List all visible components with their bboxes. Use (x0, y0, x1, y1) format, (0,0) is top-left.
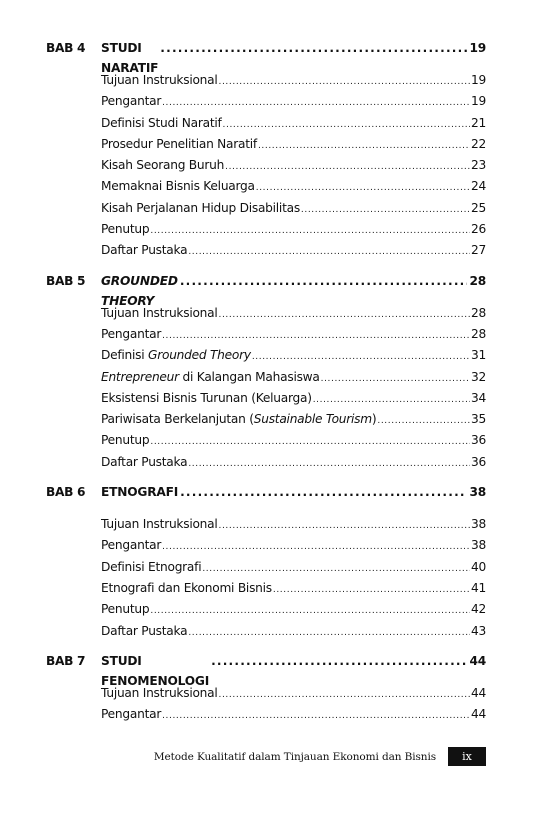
entry-label: Pengantar (101, 538, 162, 553)
dot-leader (180, 271, 468, 291)
entry-label-text: di Kalangan Mahasiswa (178, 369, 320, 384)
chapter-title: GROUNDED THEORY (101, 273, 178, 308)
chapter-number: BAB 7 (46, 653, 86, 668)
entry-label-text: Pariwisata Berkelanjutan ( (101, 412, 254, 427)
chapter-title: ETNOGRAFI (101, 485, 179, 500)
entry-label-text: Definisi (101, 348, 149, 363)
entry-label: Penutup (101, 433, 150, 448)
toc-entry (101, 155, 486, 176)
entry-page-number: 22 (470, 136, 486, 151)
entry-label: Tujuan Instruksional (101, 73, 218, 87)
entry-page-number: 42 (470, 602, 486, 617)
toc-entry (101, 535, 486, 556)
entry-page-number: 44 (470, 707, 486, 722)
dot-leader (256, 178, 470, 199)
chapter-page-number: 19 (469, 41, 486, 55)
dot-leader (162, 93, 470, 114)
entry-label: Kisah Perjalanan Hidup Disabilitas (101, 200, 300, 215)
toc-entry (101, 91, 486, 112)
entry-label-italic: Grounded Theory (148, 348, 251, 363)
dot-leader (180, 482, 467, 502)
entry-label: Eksistensi Bisnis Turunan (Keluarga) (101, 390, 312, 405)
entry-page-number: 19 (470, 73, 486, 87)
entry-label: Memaknai Bisnis Keluarga (101, 179, 255, 194)
dot-leader (273, 580, 470, 601)
entry-label: Pengantar (101, 707, 162, 722)
dot-leader (313, 390, 470, 411)
entry-label (101, 367, 320, 388)
dot-leader (162, 326, 470, 347)
entry-page-number: 21 (470, 115, 486, 130)
entry-page-number: 28 (470, 326, 486, 341)
entry-label (101, 409, 376, 430)
entry-label: Kisah Seorang Buruh (101, 158, 225, 173)
entry-page-number: 23 (470, 158, 486, 173)
entry-label: Tujuan Instruksional (101, 685, 218, 700)
chapter-entries (101, 303, 486, 473)
page-number-badge: ix (448, 747, 486, 766)
toc-entry (101, 388, 486, 409)
chapter-entries (101, 70, 486, 262)
toc-entry (101, 578, 486, 599)
dot-leader (150, 432, 470, 453)
dot-leader (219, 516, 470, 537)
entry-label-italic: Sustainable Tourism (253, 412, 372, 427)
dot-leader (321, 369, 470, 390)
chapter-page-number: 28 (469, 273, 486, 288)
page-footer (0, 747, 486, 766)
entry-label: Definisi Studi Naratif (101, 115, 222, 130)
chapter-number: BAB 6 (46, 485, 86, 500)
dot-leader (202, 559, 470, 580)
dot-leader (225, 157, 470, 178)
chapter-heading (46, 271, 486, 308)
entry-page-number: 35 (470, 412, 486, 427)
entry-page-number: 27 (470, 243, 486, 258)
chapter-heading (46, 651, 486, 688)
entry-page-number: 43 (470, 623, 486, 638)
toc-entry (101, 219, 486, 240)
toc-entry (101, 599, 486, 620)
entry-page-number: 32 (470, 369, 486, 384)
chapter-title: STUDI NARATIF (101, 41, 159, 75)
chapter-page-number: 44 (469, 653, 486, 668)
entry-label: Prosedur Penelitian Naratif (101, 136, 257, 151)
dot-leader (160, 38, 467, 58)
entry-label: Daftar Pustaka (101, 454, 188, 469)
dot-leader (150, 221, 470, 242)
dot-leader (223, 115, 470, 136)
toc-entry (101, 176, 486, 197)
dot-leader (150, 601, 470, 622)
entry-label: Pengantar (101, 94, 162, 109)
toc-entry (101, 621, 486, 642)
toc-entry (101, 134, 486, 155)
entry-label: Etnografi dan Ekonomi Bisnis (101, 580, 272, 595)
dot-leader (188, 454, 470, 475)
entry-label: Definisi Etnografi (101, 559, 202, 574)
toc-entry (101, 514, 486, 535)
entry-label: Penutup (101, 222, 150, 237)
dot-leader (162, 537, 470, 558)
dot-leader (377, 411, 470, 432)
table-of-contents (46, 38, 486, 725)
entry-page-number: 19 (470, 94, 486, 109)
entry-label-italic: Entrepreneur (101, 369, 179, 384)
entry-label (101, 345, 251, 366)
entry-page-number: 36 (470, 433, 486, 448)
toc-entry (101, 324, 486, 345)
dot-leader (252, 347, 470, 368)
dot-leader (162, 706, 470, 727)
chapter-entries (101, 514, 486, 642)
running-footer-title: Metode Kualitatif dalam Tinjauan Ekonomi dan Bisnis (153, 750, 436, 763)
chapter-heading (46, 482, 486, 505)
dot-leader (188, 242, 470, 263)
chapter-number: BAB 4 (46, 41, 86, 55)
toc-entry (101, 198, 486, 219)
entry-page-number: 41 (470, 580, 486, 595)
entry-page-number: 38 (470, 517, 486, 532)
entry-page-number: 36 (470, 454, 486, 469)
chapter-title: STUDI FENOMENOLOGI (101, 653, 210, 688)
toc-entry (101, 367, 486, 388)
dot-leader (211, 651, 467, 671)
dot-leader (301, 200, 470, 221)
dot-leader (188, 623, 470, 644)
entry-label: Tujuan Instruksional (101, 517, 218, 532)
entry-page-number: 40 (470, 559, 486, 574)
entry-page-number: 26 (470, 222, 486, 237)
entry-page-number: 31 (470, 348, 486, 363)
entry-label: Daftar Pustaka (101, 623, 188, 638)
toc-entry (101, 557, 486, 578)
toc-entry (101, 240, 486, 261)
toc-entry (101, 430, 486, 451)
toc-entry (101, 704, 486, 725)
toc-entry (101, 345, 486, 366)
chapter-number: BAB 5 (46, 273, 86, 288)
toc-entry (101, 452, 486, 473)
entry-label: Pengantar (101, 326, 162, 341)
entry-page-number: 25 (470, 200, 486, 215)
entry-page-number: 44 (470, 685, 486, 700)
entry-label: Penutup (101, 602, 150, 617)
entry-page-number: 24 (470, 179, 486, 194)
entry-page-number: 38 (470, 538, 486, 553)
chapter-heading (46, 38, 486, 75)
toc-entry (101, 113, 486, 134)
dot-leader (258, 136, 470, 157)
entry-label-text: ) (371, 412, 377, 427)
entry-label: Tujuan Instruksional (101, 305, 218, 320)
chapter-page-number: 38 (469, 485, 486, 500)
toc-entry (101, 409, 486, 430)
entry-page-number: 34 (470, 390, 486, 405)
entry-page-number: 28 (470, 305, 486, 320)
entry-label: Daftar Pustaka (101, 243, 188, 258)
